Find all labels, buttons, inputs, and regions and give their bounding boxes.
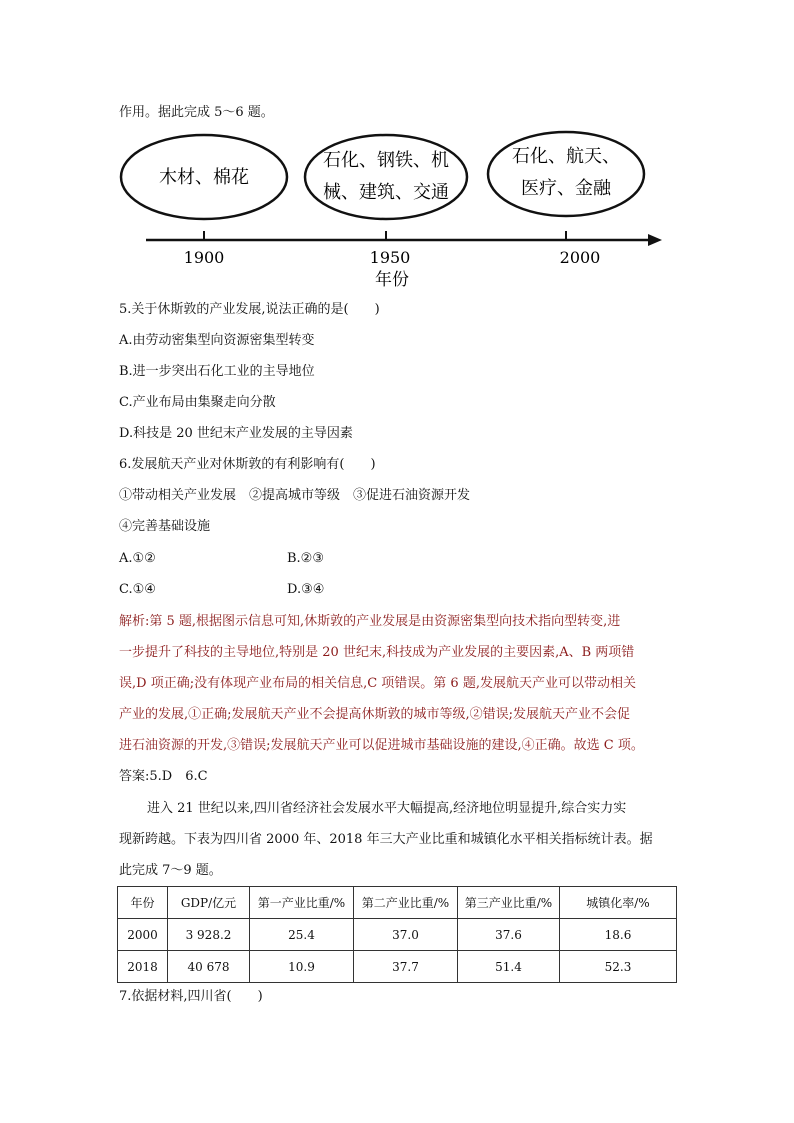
bubble-text-2000b: 医疗、金融 [521, 178, 611, 199]
q5-option-d: D.科技是 20 世纪末产业发展的主导因素 [119, 426, 353, 441]
industry-timeline-diagram [0, 0, 794, 300]
analysis-line-5: 进石油资源的开发,③错误;发展航天产业可以促进城市基础设施的建设,④正确。故选 C 项。 [119, 738, 644, 753]
header-tertiary: 第三产业比重/% [458, 887, 560, 919]
bubble-1950 [305, 135, 467, 219]
cell: 18.6 [560, 919, 677, 951]
q6-option-d: D.③④ [287, 582, 325, 597]
table-header-row [118, 887, 677, 919]
q6-items-2: ④完善基础设施 [119, 519, 211, 534]
table-row [118, 951, 677, 983]
cell: 2018 [118, 951, 168, 983]
cell: 25.4 [250, 919, 354, 951]
year-1900: 1900 [183, 248, 225, 267]
year-2000: 2000 [559, 248, 601, 267]
answer-line: 答案:5.D 6.C [119, 769, 208, 784]
year-1950: 1950 [369, 248, 411, 267]
q6-option-a: A.①② [119, 551, 156, 566]
q5-option-c: C.产业布局由集聚走向分散 [119, 395, 276, 410]
analysis-line-3: 误,D 项正确;没有体现产业布局的相关信息,C 项错误。第 6 题,发展航天产业可以带动相关 [119, 676, 636, 691]
analysis-line-1: 解析:第 5 题,根据图示信息可知,休斯敦的产业发展是由资源密集型向技术指向型转变,进 [119, 614, 621, 629]
q5-stem: 5.关于休斯敦的产业发展,说法正确的是( ) [119, 302, 380, 317]
passage-line-3: 此完成 7～9 题。 [119, 863, 222, 878]
header-primary: 第一产业比重/% [250, 887, 354, 919]
q6-items-1: ①带动相关产业发展 ②提高城市等级 ③促进石油资源开发 [119, 488, 471, 503]
bubble-2000 [488, 132, 644, 216]
time-axis-arrow [648, 234, 662, 246]
table-row [118, 919, 677, 951]
cell: 3 928.2 [168, 919, 250, 951]
cell: 37.0 [354, 919, 458, 951]
header-secondary: 第二产业比重/% [354, 887, 458, 919]
cell: 37.6 [458, 919, 560, 951]
cell: 52.3 [560, 951, 677, 983]
cell: 51.4 [458, 951, 560, 983]
passage-line-2: 现新跨越。下表为四川省 2000 年、2018 年三大产业比重和城镇化水平相关指标统计表。据 [119, 832, 653, 847]
cell: 37.7 [354, 951, 458, 983]
header-urbanization: 城镇化率/% [560, 887, 677, 919]
header-year: 年份 [118, 887, 168, 919]
q7-stem: 7.依据材料,四川省( ) [119, 989, 263, 1004]
bubble-text-2000a: 石化、航天、 [512, 146, 620, 167]
cell: 40 678 [168, 951, 250, 983]
header-gdp: GDP/亿元 [168, 887, 250, 919]
q5-option-b: B.进一步突出石化工业的主导地位 [119, 364, 315, 379]
passage-line-1: 进入 21 世纪以来,四川省经济社会发展水平大幅提高,经济地位明显提升,综合实力实 [147, 801, 627, 816]
q6-option-c: C.①④ [119, 582, 156, 597]
analysis-line-4: 产业的发展,①正确;发展航天产业不会提高休斯敦的城市等级,②错误;发展航天产业不会促 [119, 707, 631, 722]
axis-label: 年份 [375, 270, 409, 290]
q6-option-b: B.②③ [287, 551, 324, 566]
cell: 10.9 [250, 951, 354, 983]
analysis-line-2: 一步提升了科技的主导地位,特别是 20 世纪末,科技成为产业发展的主要因素,A、B 两项错 [119, 645, 635, 660]
q5-option-a: A.由劳动密集型向资源密集型转变 [119, 333, 315, 348]
sichuan-stats-table [117, 886, 677, 983]
bubble-text-1950a: 石化、钢铁、机 [323, 150, 449, 171]
bubble-text-1950b: 械、建筑、交通 [323, 182, 449, 203]
q6-stem: 6.发展航天产业对休斯敦的有利影响有( ) [119, 457, 376, 472]
intro-line: 作用。据此完成 5～6 题。 [119, 105, 274, 120]
cell: 2000 [118, 919, 168, 951]
bubble-text-1900: 木材、棉花 [159, 167, 249, 188]
